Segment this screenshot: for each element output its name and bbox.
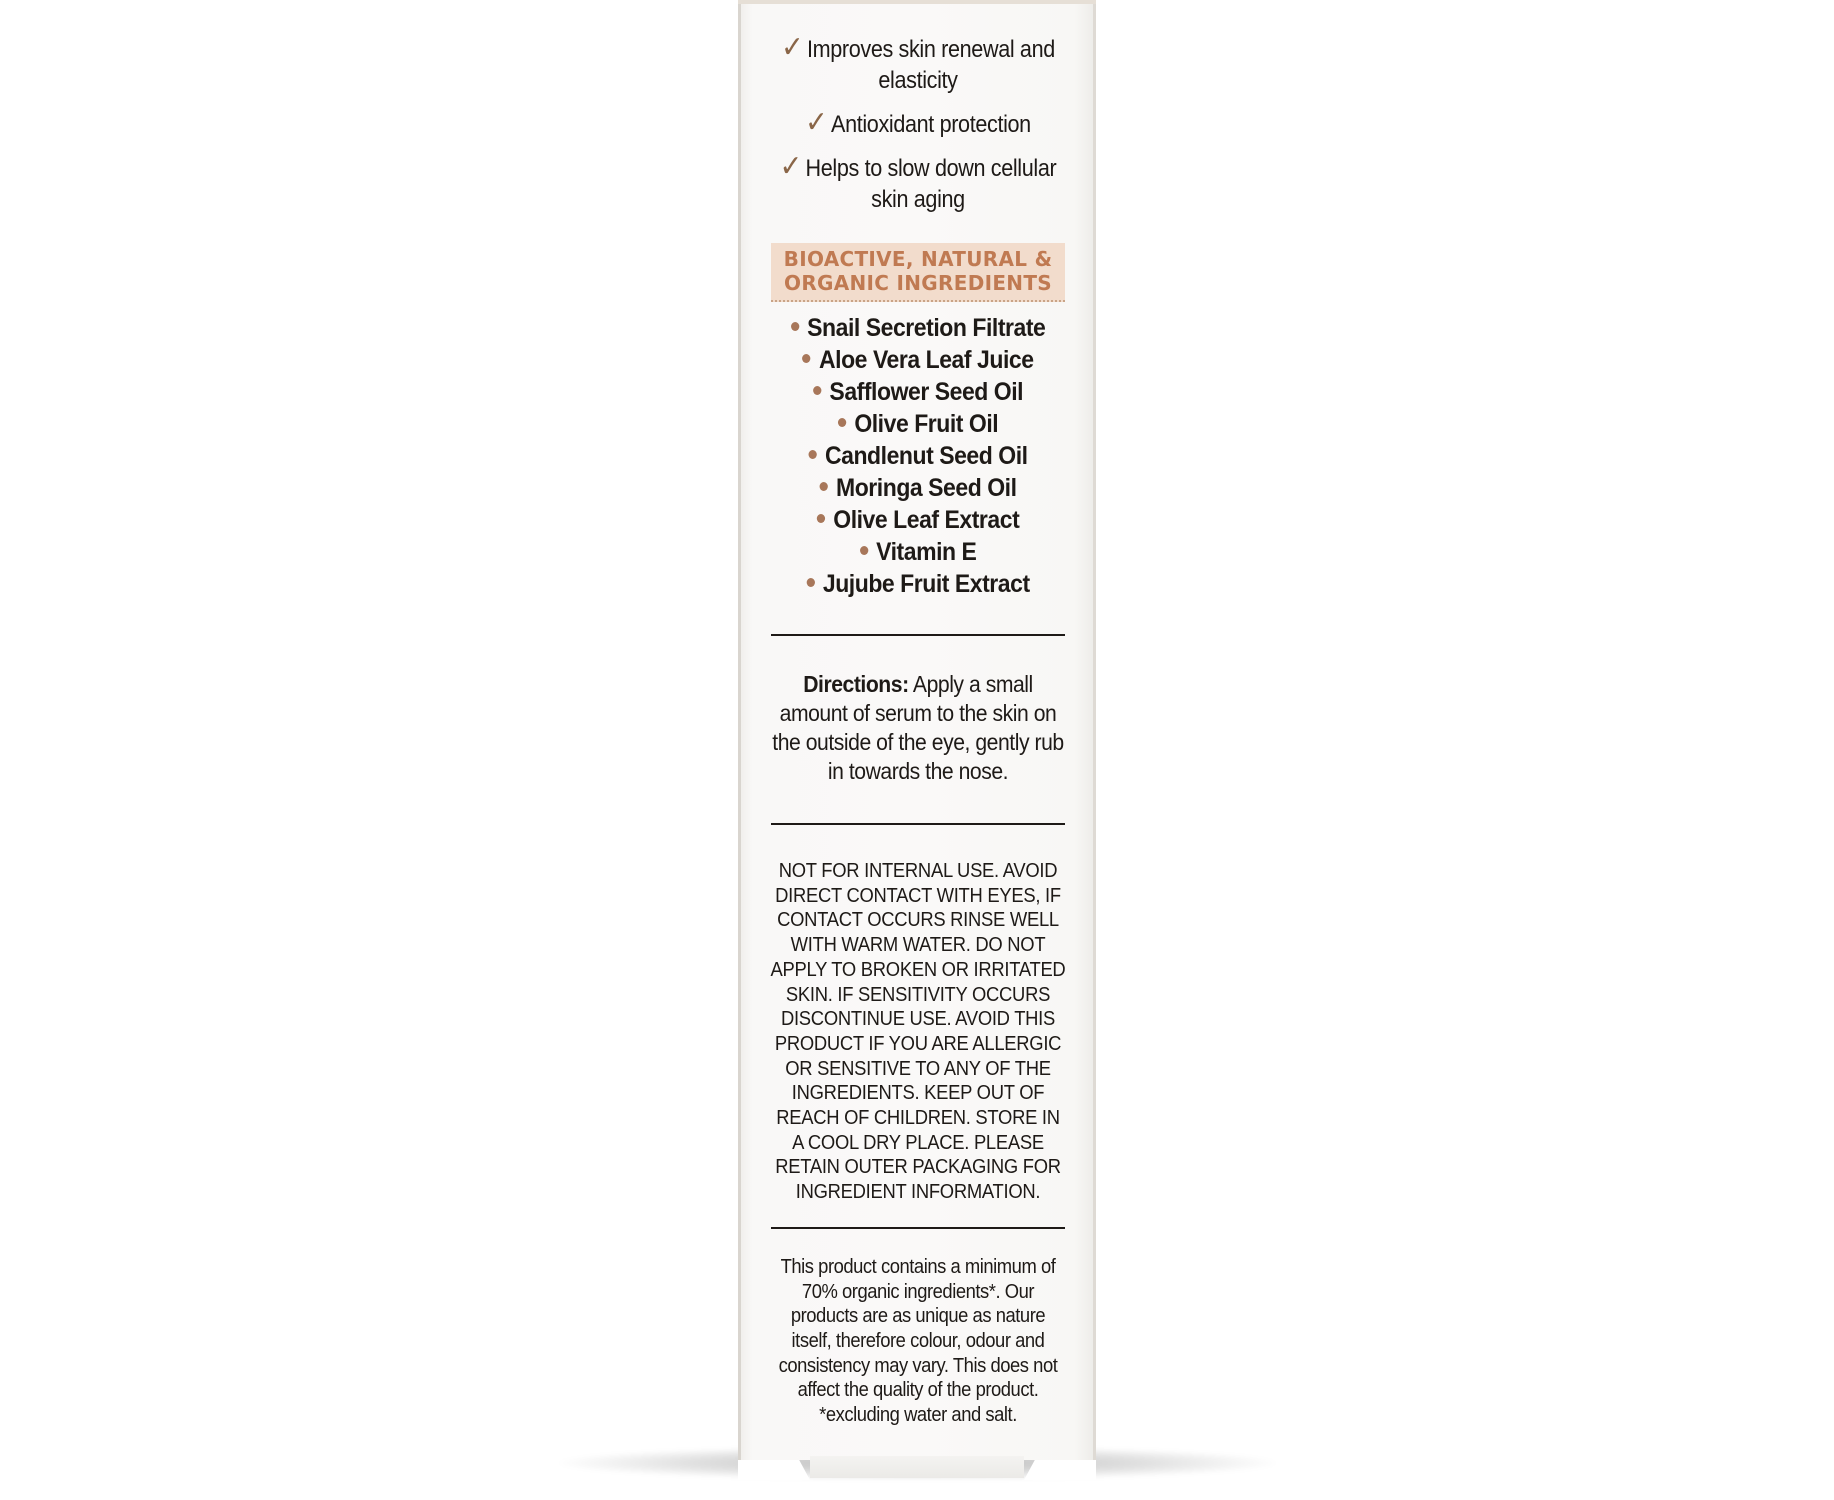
directions-text (767, 670, 1069, 786)
section-divider (771, 1227, 1065, 1229)
organic-note: This product contains a minimum of 70% organic ingredients*. Our products are as unique as nature itself, therefore colour, odour and consistency may vary. This does not affect the quality of the product. *excluding water and salt. (778, 1255, 1058, 1427)
directions-label: Directions: (803, 671, 909, 697)
benefits-list (760, 32, 1076, 215)
ingredient-item (773, 504, 1064, 536)
benefit-text: Helps to slow down cellular skin aging (805, 155, 1057, 213)
benefit-text: Antioxidant protection (831, 111, 1031, 138)
ingredient-label: Aloe Vera Leaf Juice (819, 346, 1034, 374)
ingredient-item (773, 408, 1064, 440)
panel-content (760, 32, 1076, 1428)
ingredient-item (773, 568, 1064, 600)
bullet-dot-icon (813, 386, 821, 395)
benefit-item (776, 151, 1060, 215)
ingredient-label: Safflower Seed Oil (829, 378, 1024, 406)
checkmark-icon: ✓ (781, 31, 804, 64)
section-divider (771, 823, 1065, 825)
ingredient-label: Vitamin E (876, 538, 977, 566)
warning-text: NOT FOR INTERNAL USE. AVOID DIRECT CONTACT WITH EYES, IF CONTACT OCCURS RINSE WELL WITH WARM WATER. DO NOT APPLY TO BROKEN OR IRRITATED SKIN. IF SENSITIVITY OCCURS DISCONTINUE USE. AVOID THIS PRODUCT IF YOU ARE ALLERGIC OR SENSITIVE TO ANY OF THE INGREDIENTS. KEEP OUT OF REACH OF CHILDREN. STORE IN A COOL DRY PLACE. PLEASE RETAIN OUTER PACKAGING FOR INGREDIENT INFORMATION. (770, 860, 1066, 1204)
benefit-item (776, 32, 1060, 96)
checkmark-icon: ✓ (779, 150, 802, 183)
ingredients-header: BIOACTIVE, NATURAL & ORGANIC INGREDIENTS (771, 243, 1065, 302)
bullet-dot-icon (808, 450, 816, 459)
ingredient-label: Moringa Seed Oil (836, 474, 1017, 502)
bullet-dot-icon (791, 322, 799, 331)
ingredient-label: Jujube Fruit Extract (822, 570, 1030, 598)
flap-tab (810, 1456, 1024, 1478)
section-divider (771, 634, 1065, 636)
ingredient-item (773, 344, 1064, 376)
ingredient-item (773, 376, 1064, 408)
bullet-dot-icon (817, 514, 825, 523)
flap-cutout-left (738, 1460, 810, 1480)
bullet-dot-icon (819, 482, 827, 491)
ingredient-item (773, 536, 1064, 568)
bullet-dot-icon (806, 578, 814, 587)
ingredient-item (773, 440, 1064, 472)
benefit-item (776, 107, 1060, 140)
ingredient-label: Olive Leaf Extract (833, 506, 1020, 534)
ingredient-label: Olive Fruit Oil (854, 410, 999, 438)
box-top-edge (738, 0, 1096, 4)
ingredient-label: Snail Secretion Filtrate (807, 314, 1046, 342)
flap-cutout-right (1024, 1460, 1096, 1480)
ingredient-item (773, 312, 1064, 344)
bullet-dot-icon (860, 546, 868, 555)
ingredient-item (773, 472, 1064, 504)
checkmark-icon: ✓ (805, 106, 828, 139)
ingredients-list (760, 312, 1076, 600)
ingredient-label: Candlenut Seed Oil (824, 442, 1028, 470)
directions-body: Apply a small amount of serum to the skin on the outside of the eye, gently rub in towards the nose. (772, 671, 1064, 784)
benefit-text: Improves skin renewal and elasticity (806, 36, 1055, 94)
bullet-dot-icon (802, 354, 810, 363)
bullet-dot-icon (838, 418, 846, 427)
box-bottom-flap (738, 1456, 1096, 1480)
